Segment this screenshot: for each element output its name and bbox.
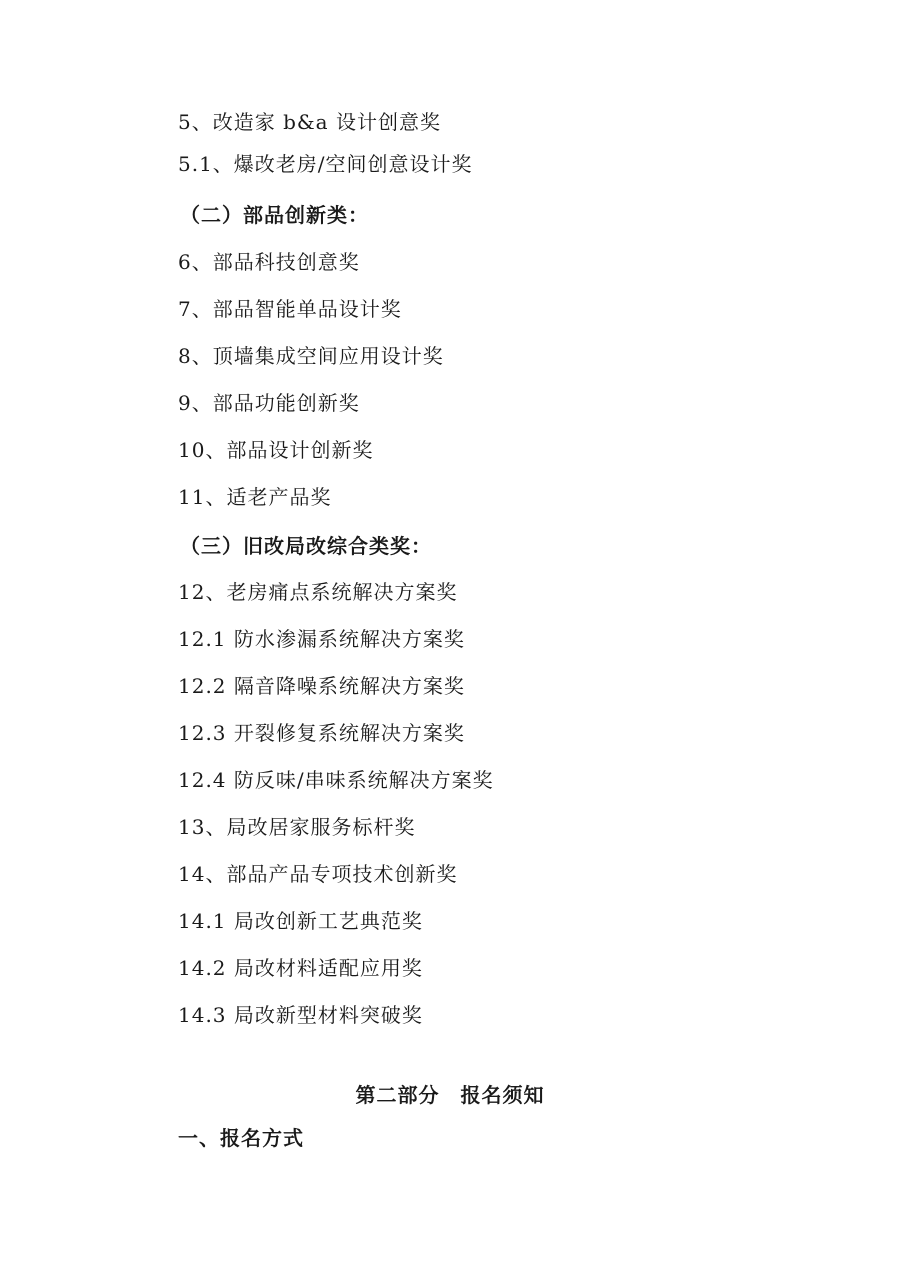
award-item: 9、部品功能创新奖 [178, 391, 360, 415]
award-item: 11、适老产品奖 [178, 485, 332, 509]
award-item: 14.3 局改新型材料突破奖 [178, 1003, 423, 1027]
award-item: 5、改造家 b&a 设计创意奖 [178, 110, 441, 134]
category-heading: （二）部品创新类： [180, 203, 369, 227]
award-item: 10、部品设计创新奖 [178, 438, 374, 462]
award-item: 12.1 防水渗漏系统解决方案奖 [178, 627, 465, 651]
award-item: 12.3 开裂修复系统解决方案奖 [178, 721, 465, 745]
part-title: 第二部分 报名须知 [355, 1083, 545, 1107]
section-heading: 一、报名方式 [178, 1126, 304, 1150]
award-item: 7、部品智能单品设计奖 [178, 297, 402, 321]
award-item: 13、局改居家服务标杆奖 [178, 815, 416, 839]
award-item: 14、部品产品专项技术创新奖 [178, 862, 458, 886]
category-heading: （三）旧改局改综合类奖： [180, 534, 432, 558]
award-item: 14.1 局改创新工艺典范奖 [178, 909, 423, 933]
award-item: 8、顶墙集成空间应用设计奖 [178, 344, 444, 368]
award-item: 12.2 隔音降噪系统解决方案奖 [178, 674, 465, 698]
award-item: 14.2 局改材料适配应用奖 [178, 956, 423, 980]
award-item: 12、老房痛点系统解决方案奖 [178, 580, 458, 604]
award-item: 6、部品科技创意奖 [178, 250, 360, 274]
award-item: 12.4 防反味/串味系统解决方案奖 [178, 768, 494, 792]
award-item: 5.1、爆改老房/空间创意设计奖 [178, 152, 473, 176]
